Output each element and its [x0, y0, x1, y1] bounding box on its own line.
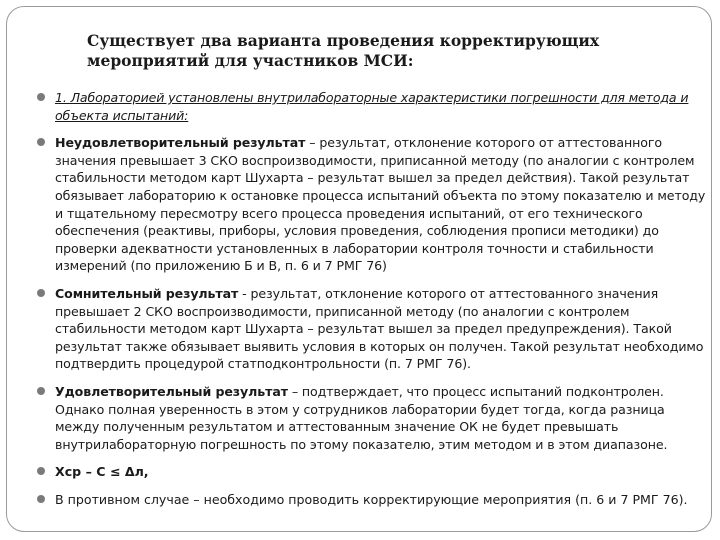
item-lead: Сомнительный результат: [55, 285, 239, 301]
bullet-icon: [37, 387, 45, 395]
list-item: [37, 491, 709, 509]
list-item: [37, 383, 709, 453]
item-text: - результат, отклонение которого от аттестованного значения превышает 2 СКО воспроизводимости, приписанной методу (по аналогии с контролем стабильности методом карт Шухарта – результат вышел за предел предупреждения). Такой результат также обязывает выявить условия в которых он получен. Такой результат необходимо подтвердить процедурой статподконтрольности (п. 7 РМГ 76).: [55, 285, 704, 372]
bullet-list: [37, 89, 709, 518]
list-item: [37, 285, 709, 373]
item-text: 1. Лабораторией установлены внутрилабораторные характеристики погрешности для метода и объекта испытаний:: [55, 90, 689, 123]
list-item: [37, 134, 709, 275]
slide-frame: [6, 6, 712, 532]
item-text: В противном случае – необходимо проводить корректирующие мероприятия (п. 6 и 7 РМГ 76).: [55, 491, 688, 507]
item-text: – подтверждает, что процесс испытаний подконтролен. Однако полная уверенность в этом у сотрудников лаборатории будет тогда, когда разница между полученным результатом и аттестованным значение ОК не будет превышать внутрилабораторную погрешность по этому показателю, этим методом и в этом диапазоне.: [55, 383, 668, 452]
item-text: – результат, отклонение которого от аттестованного значения превышает 3 СКО воспроизводимости, приписанной методу (по аналогии с контролем стабильности методом карт Шухарта – результат вышел за предел действия). Такой результат обязывает лабораторию к остановке процесса испытаний объекта по этому показателю и методу и тщательному пересмотру всего процесса проведения испытаний, от его технического обеспечения (реактивы, приборы, условия проведения, соблюдения прописи методики) до проверки адекватности установленных в лаборатории контроля точности и стабильности измерений (по приложению Б и В, п. 6 и 7 РМГ 76): [55, 135, 706, 274]
bullet-icon: [37, 495, 45, 503]
bullet-icon: [37, 289, 45, 297]
list-item: [37, 463, 709, 481]
formula: Хср – С ≤ Δл,: [55, 464, 149, 480]
item-lead: Удовлетворительный результат: [55, 383, 288, 399]
bullet-icon: [37, 138, 45, 146]
list-item: [37, 89, 709, 124]
bullet-icon: [37, 467, 45, 475]
slide-title: Существует два варианта проведения корректирующих мероприятий для участников МСИ:: [87, 31, 600, 70]
item-lead: Неудовлетворительный результат: [55, 135, 306, 151]
bullet-icon: [37, 93, 45, 101]
